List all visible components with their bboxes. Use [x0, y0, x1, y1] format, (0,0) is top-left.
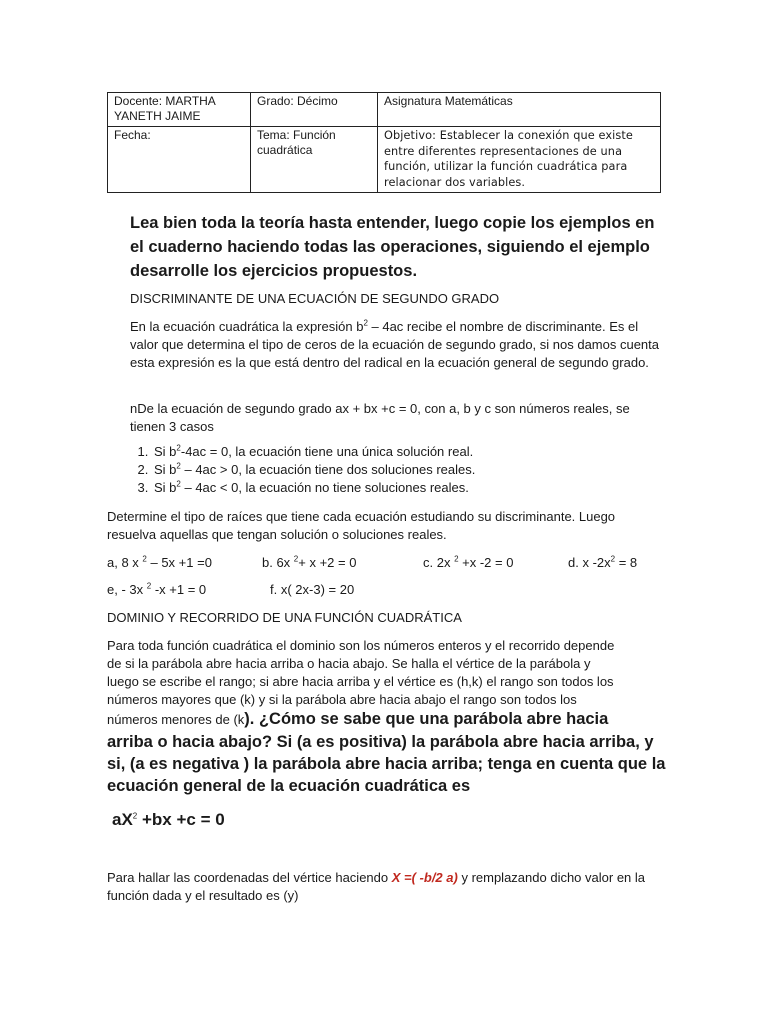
section-title-discriminant: DISCRIMINANTE DE UNA ECUACIÓN DE SEGUNDO GRADO — [130, 291, 500, 306]
case-text: – 4ac < 0, la ecuación no tiene soluciones reales. — [180, 480, 469, 495]
superscript: 2 — [146, 581, 152, 591]
date-cell: Fecha: — [108, 127, 251, 193]
exercise-c — [423, 554, 513, 572]
exercise-text: a, 8 x — [107, 555, 143, 570]
exercise-text: e, - 3x — [107, 582, 147, 597]
grade-cell: Grado: Décimo — [251, 93, 378, 127]
exercise-f — [270, 581, 354, 599]
exercise-e — [107, 581, 206, 599]
superscript: 2 — [454, 554, 459, 564]
superscript: 2 — [132, 811, 138, 821]
vertex-paragraph — [107, 869, 667, 905]
quadratic-general-formula — [112, 810, 225, 830]
paragraph-line: de si la parábola abre hacia arriba o hacia abajo. Se halla el vértice de la parábola y — [107, 656, 591, 671]
formula-text: +bx +c = 0 — [137, 810, 225, 829]
exercise-text: b. 6x — [262, 555, 294, 570]
list-item — [152, 479, 475, 497]
case-text: Si b — [154, 462, 177, 477]
teacher-cell: Docente: MARTHA YANETH JAIME — [108, 93, 251, 127]
exercise-text: + x +2 = 0 — [298, 555, 357, 570]
case-text: Si b — [154, 480, 177, 495]
question-text: ). ¿Cómo se sabe que una parábola abre hacia — [244, 710, 609, 728]
superscript: 2 — [142, 554, 147, 564]
subject-cell: Asignatura Matemáticas — [378, 93, 661, 127]
superscript: 2 — [176, 479, 181, 489]
paragraph-text: Para hallar las coordenadas del vértice haciendo — [107, 870, 392, 885]
list-item — [152, 443, 475, 461]
exercise-instructions: Determine el tipo de raíces que tiene cada ecuación estudiando su discriminante. Luego resuelva aquellas que tengan solución o soluciones reales. — [107, 509, 616, 542]
parabola-question — [107, 708, 667, 797]
superscript: 2 — [610, 554, 616, 564]
exercise-text: d. x -2x — [568, 555, 611, 570]
section-title-domain: DOMINIO Y RECORRIDO DE UNA FUNCIÓN CUADRÁTICA — [107, 610, 462, 625]
formula-text: aX — [112, 810, 133, 829]
exercise-a — [107, 554, 212, 572]
header-table — [107, 92, 661, 193]
discriminant-paragraph — [130, 318, 665, 372]
list-item — [152, 461, 475, 479]
exercise-text: c. 2x — [423, 555, 455, 570]
question-text-continued: arriba o hacia abajo? Si (a es positiva) la parábola abre hacia arriba, y si, (a es negativa ) la parábola abre hacia arriba; tenga en cuenta que la ecuación general de la ecuación cuadrática es — [107, 733, 666, 795]
exercise-text: f. x( 2x-3) = 20 — [270, 582, 355, 597]
case-text: – 4ac > 0, la ecuación tiene dos soluciones reales. — [180, 462, 476, 477]
header-row — [108, 127, 661, 193]
exercise-text: = 8 — [615, 555, 638, 570]
exercise-d — [568, 554, 637, 572]
paragraph-text: y remplazando dicho valor en la función dada y el resultado es (y) — [107, 870, 646, 903]
header-row — [108, 93, 661, 127]
case-text: -4ac = 0, la ecuación tiene una única solución real. — [180, 444, 474, 459]
superscript: 2 — [176, 461, 181, 471]
exercise-b — [262, 554, 356, 572]
cases-list — [130, 443, 475, 497]
paragraph-line: números mayores que (k) y si la parábola abre hacia abajo el rango son todos los — [107, 692, 577, 707]
paragraph-tail: números menores de (k — [107, 712, 245, 727]
topic-cell: Tema: Función cuadrática — [251, 127, 378, 193]
instructions-text: Lea bien toda la teoría hasta entender, luego copie los ejemplos en el cuaderno haciendo todas las operaciones, siguiendo el ejemplo desarrolle los ejercicios propuestos. — [130, 214, 655, 280]
exercise-text: – 5x +1 =0 — [146, 555, 212, 570]
exercise-text: -x +1 = 0 — [151, 582, 207, 597]
paragraph-line: Para toda función cuadrática el dominio son los números enteros y el recorrido depende — [107, 638, 615, 653]
superscript: 2 — [363, 318, 368, 328]
superscript: 2 — [176, 443, 181, 453]
paragraph-text: En la ecuación cuadrática la expresión b — [130, 319, 364, 334]
parabola-question-first-line — [107, 708, 667, 731]
paragraph-line: luego se escribe el rango; si abre hacia arriba y el vértice es (h,k) el rango son todos los — [107, 674, 614, 689]
paragraph-text: – 4ac recibe el nombre de discriminante. Es el valor que determina el tipo de ceros de la ecuación de segundo grado, si nos damos cuenta esta expresión es la que está dentro del radical en la ecuación general de segundo grado. — [130, 319, 660, 370]
cases-intro-paragraph: nDe la ecuación de segundo grado ax + bx +c = 0, con a, b y c son números reales, se tienen 3 casos — [130, 401, 630, 434]
superscript: 2 — [293, 554, 299, 564]
vertex-formula: X =( -b/2 a) — [391, 870, 458, 885]
domain-paragraph — [107, 637, 667, 709]
exercise-text: +x -2 = 0 — [458, 555, 514, 570]
case-text: Si b — [154, 444, 177, 459]
objective-cell: Objetivo: Establecer la conexión que existe entre diferentes representaciones de una función, utilizar la función cuadrática para relacionar dos variables. — [378, 127, 661, 193]
